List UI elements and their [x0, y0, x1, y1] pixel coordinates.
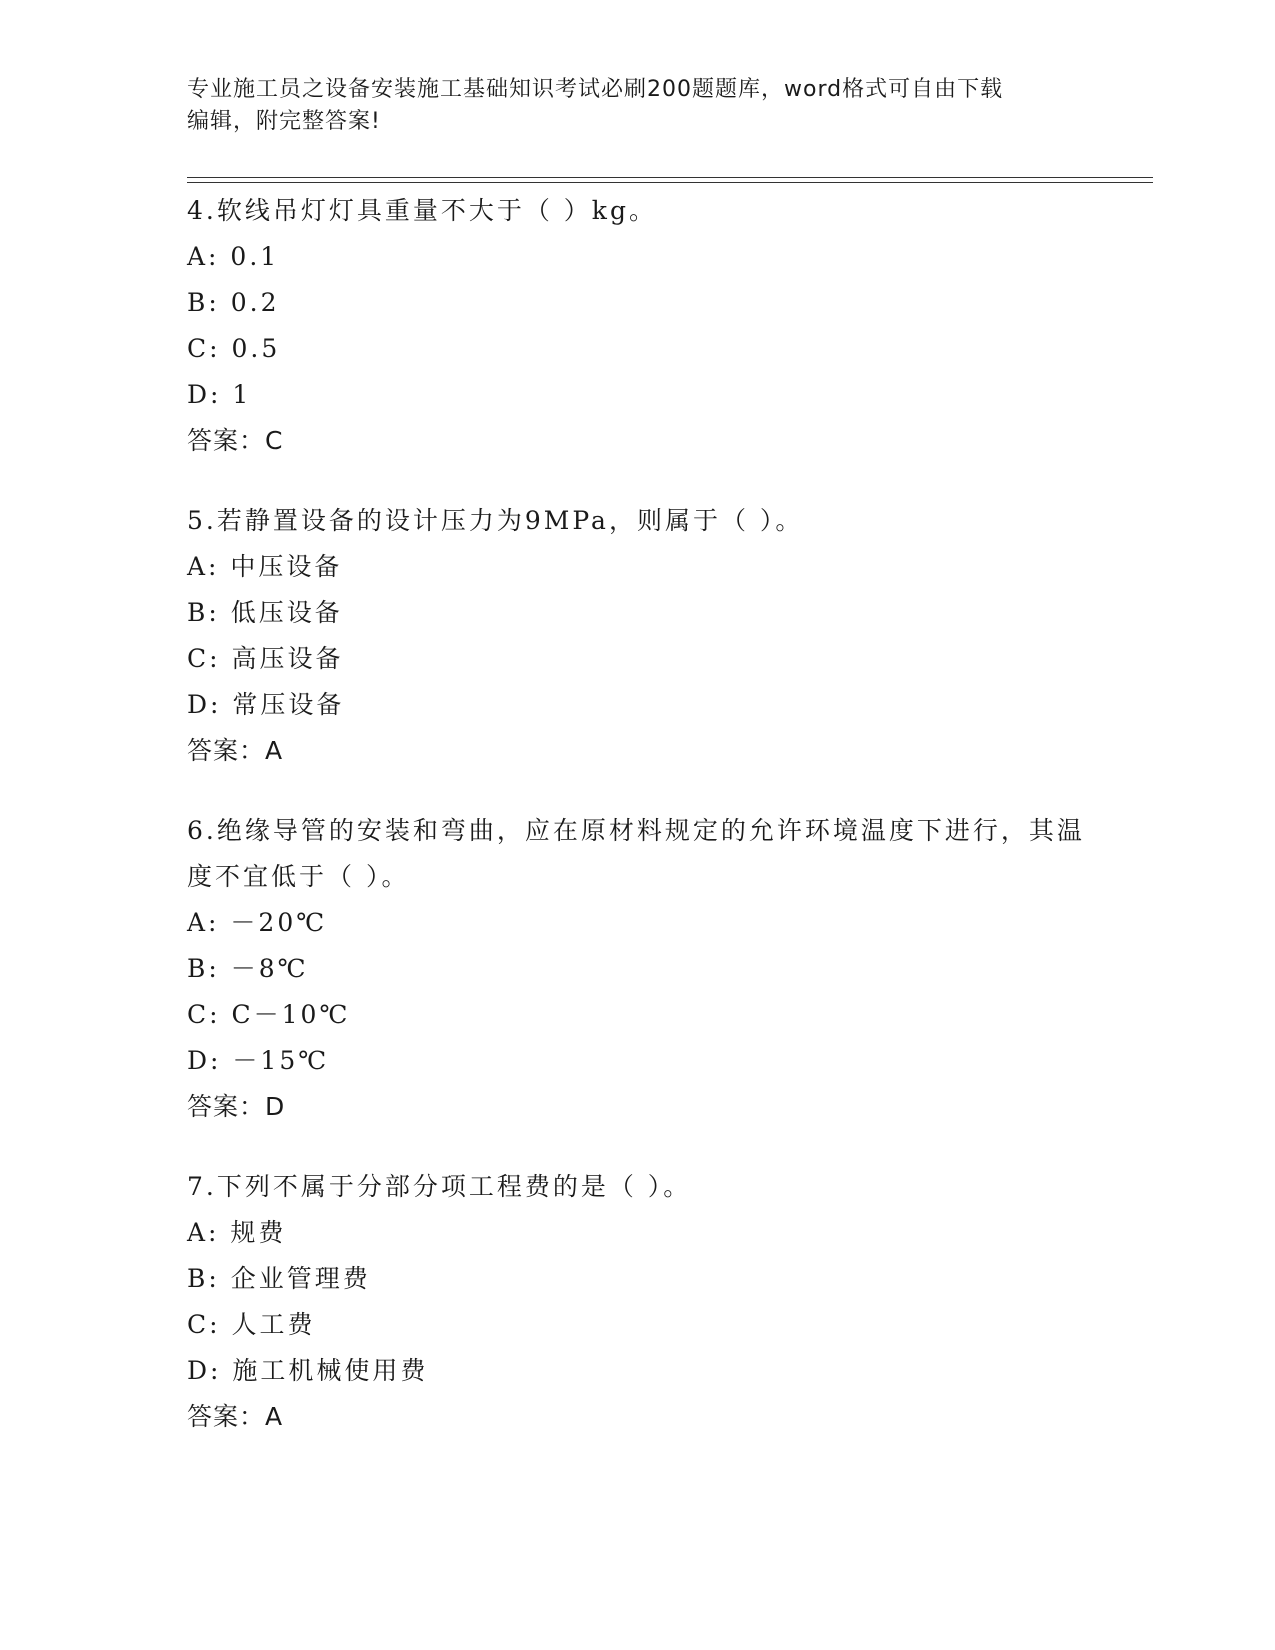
option-c: C: 0.5 [187, 334, 281, 363]
document-header [187, 74, 1067, 138]
option-d: D: 1 [187, 380, 252, 409]
answer-label: 答案：A [187, 736, 284, 765]
question-list [187, 188, 1087, 1474]
option-b: B: 0.2 [187, 288, 280, 317]
option-a: A: 规费 [187, 1218, 287, 1247]
header-line-1: 专业施工员之设备安装施工基础知识考试必刷200题题库，word格式可自由下载 [187, 77, 1004, 102]
option-b: B: 企业管理费 [187, 1264, 371, 1293]
question-stem: 5.若静置设备的设计压力为9MPa，则属于（ ）。 [187, 506, 804, 535]
answer-label: 答案：C [187, 426, 284, 455]
question-stem: 7.下列不属于分部分项工程费的是（ ）。 [187, 1172, 692, 1201]
option-d: D: 常压设备 [187, 690, 345, 719]
option-c: C: 人工费 [187, 1310, 316, 1339]
header-divider-top [187, 177, 1153, 178]
option-b: B: －8℃ [187, 954, 309, 983]
option-c: C: 高压设备 [187, 644, 344, 673]
option-a: A: 中压设备 [187, 552, 343, 581]
header-divider-bottom [187, 182, 1153, 183]
question-stem: 6.绝缘导管的安装和弯曲，应在原材料规定的允许环境温度下进行，其温度不宜低于（ ）。 [187, 816, 1085, 891]
question-stem: 4.软线吊灯灯具重量不大于（ ）kg。 [187, 196, 657, 225]
option-d: D: －15℃ [187, 1046, 330, 1075]
option-d: D: 施工机械使用费 [187, 1356, 429, 1385]
question-7 [187, 1164, 1087, 1440]
option-a: A: 0.1 [187, 242, 280, 271]
answer-label: 答案：A [187, 1402, 284, 1431]
answer-label: 答案：D [187, 1092, 286, 1121]
option-a: A: －20℃ [187, 908, 328, 937]
question-5 [187, 498, 1087, 774]
header-line-2: 编辑，附完整答案! [187, 109, 381, 134]
question-4 [187, 188, 1087, 464]
question-6 [187, 808, 1087, 1130]
option-b: B: 低压设备 [187, 598, 343, 627]
option-c: C: C－10℃ [187, 1000, 351, 1029]
